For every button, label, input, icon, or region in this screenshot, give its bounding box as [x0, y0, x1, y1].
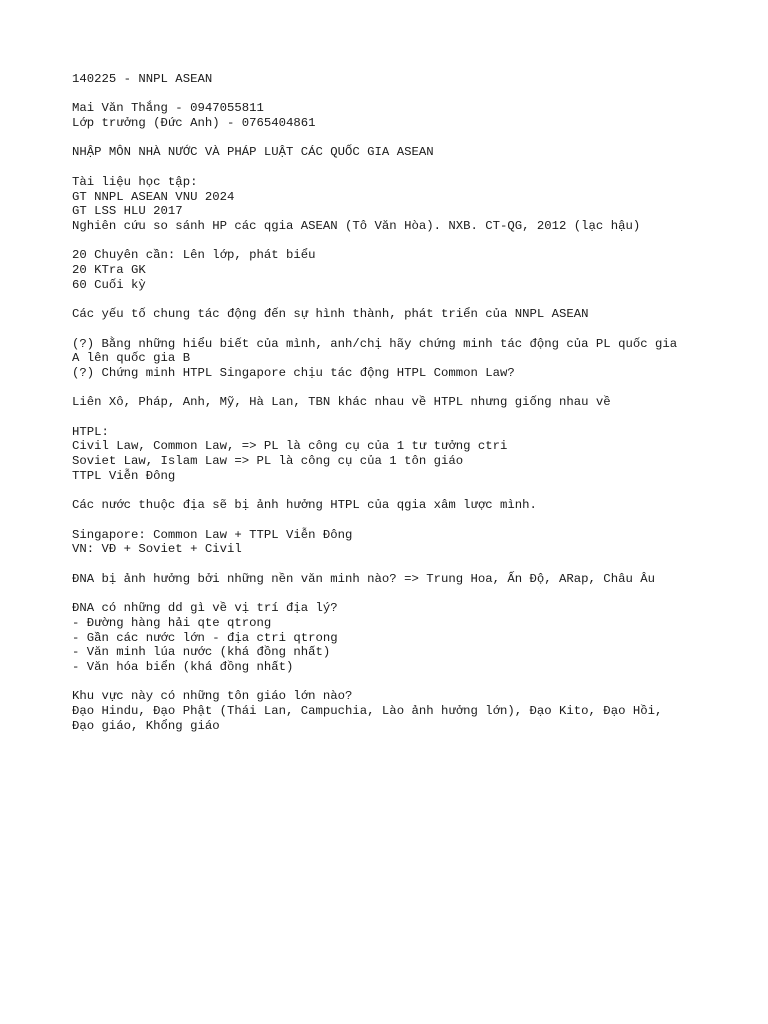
colonies-paragraph — [72, 498, 712, 513]
document-body — [72, 72, 712, 733]
header-paragraph — [72, 72, 712, 87]
factors-paragraph — [72, 307, 712, 322]
materials-item: GT NNPL ASEAN VNU 2024 — [72, 189, 235, 204]
grading-item: 20 Chuyên cần: Lên lớp, phát biểu — [72, 248, 316, 263]
colonies-line: Các nước thuộc địa sẽ bị ảnh hưởng HTPL của qgia xâm lược mình. — [72, 498, 537, 513]
question-line: A lên quốc gia B — [72, 351, 191, 366]
geography-item: - Đường hàng hải qte qtrong — [72, 615, 272, 630]
question-line: (?) Chứng minh HTPL Singapore chịu tác động HTPL Common Law? — [72, 365, 515, 380]
religions-heading: Khu vực này có những tôn giáo lớn nào? — [72, 689, 353, 704]
htpl-item: Civil Law, Common Law, => PL là công cụ của 1 tư tưởng ctri — [72, 439, 508, 454]
htpl-paragraph — [72, 425, 712, 484]
grading-paragraph — [72, 248, 712, 292]
example-line: Singapore: Common Law + TTPL Viễn Đông — [72, 527, 353, 542]
factors-line: Các yếu tố chung tác động đến sự hình thành, phát triển của NNPL ASEAN — [72, 307, 589, 322]
examples-paragraph — [72, 528, 712, 557]
grading-item: 20 KTra GK — [72, 263, 146, 278]
htpl-item: Soviet Law, Islam Law => PL là công cụ của 1 tôn giáo — [72, 454, 464, 469]
geography-item: - Văn minh lúa nước (khá đồng nhất) — [72, 645, 331, 660]
htpl-heading: HTPL: — [72, 424, 109, 439]
religions-item: Đạo giáo, Khổng giáo — [72, 718, 220, 733]
questions-paragraph — [72, 337, 712, 381]
contact-line: Lớp trưởng (Đức Anh) - 0765404861 — [72, 116, 316, 131]
contact-line: Mai Văn Thắng - 0947055811 — [72, 101, 264, 116]
religions-item: Đạo Hindu, Đạo Phật (Thái Lan, Campuchia, Lào ảnh hưởng lớn), Đạo Kito, Đạo Hồi, — [72, 704, 663, 719]
document-title: 140225 - NNPL ASEAN — [72, 72, 213, 86]
geography-item: - Gần các nước lớn - địa ctri qtrong — [72, 630, 338, 645]
comparison-paragraph — [72, 395, 712, 410]
materials-paragraph — [72, 175, 712, 234]
contacts-paragraph — [72, 101, 712, 130]
course-title: NHẬP MÔN NHÀ NƯỚC VÀ PHÁP LUẬT CÁC QUỐC GIA ASEAN — [72, 145, 434, 160]
materials-heading: Tài liệu học tập: — [72, 174, 198, 189]
civilizations-paragraph — [72, 572, 712, 587]
materials-item: Nghiên cứu so sánh HP các qgia ASEAN (Tô Văn Hòa). NXB. CT-QG, 2012 (lạc hậu) — [72, 218, 641, 233]
materials-item: GT LSS HLU 2017 — [72, 204, 183, 219]
geography-paragraph — [72, 601, 712, 675]
example-line: VN: VĐ + Soviet + Civil — [72, 542, 242, 557]
grading-item: 60 Cuối kỳ — [72, 277, 146, 292]
comparison-line: Liên Xô, Pháp, Anh, Mỹ, Hà Lan, TBN khác nhau về HTPL nhưng giống nhau về — [72, 395, 611, 410]
civilizations-line: ĐNA bị ảnh hưởng bởi những nền văn minh nào? => Trung Hoa, Ấn Độ, ARap, Châu Âu — [72, 571, 655, 586]
question-line: (?) Bằng những hiểu biết của mình, anh/chị hãy chứng minh tác động của PL quốc gia — [72, 336, 678, 351]
geography-item: - Văn hóa biển (khá đồng nhất) — [72, 659, 294, 674]
geography-heading: ĐNA có những dd gì về vị trí địa lý? — [72, 601, 338, 616]
course-title-paragraph — [72, 145, 712, 160]
religions-paragraph — [72, 689, 712, 733]
htpl-item: TTPL Viễn Đông — [72, 468, 176, 483]
